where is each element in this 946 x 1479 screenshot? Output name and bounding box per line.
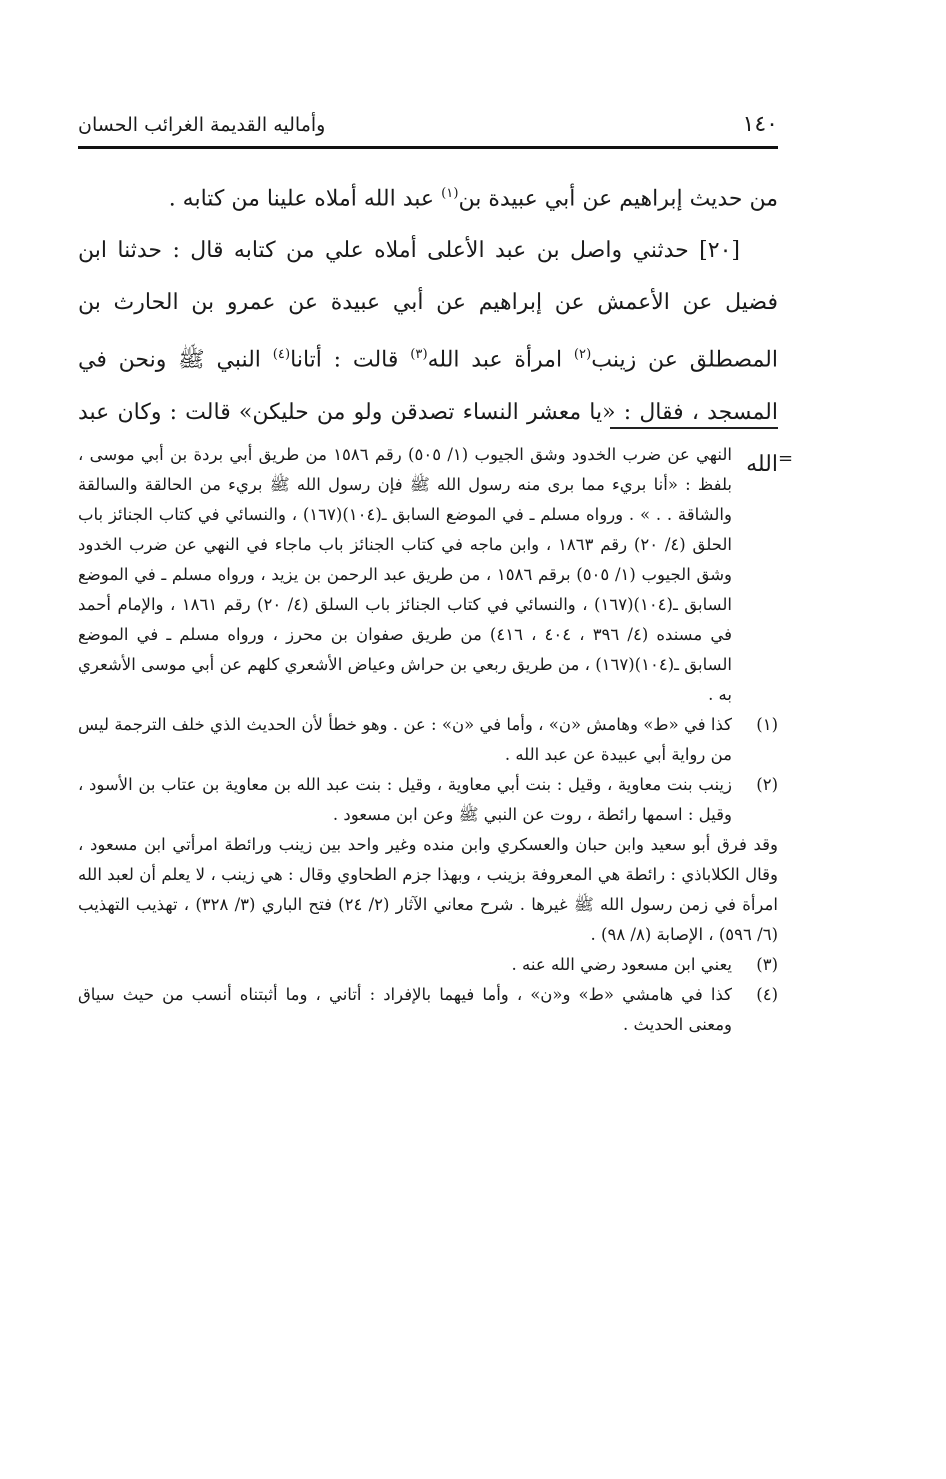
footnote-number: (٣) <box>756 955 778 974</box>
page-number: ١٤٠ <box>742 112 778 137</box>
footnotes <box>78 440 778 1040</box>
footnote-ref-4: (٤) <box>272 347 291 363</box>
footnote-continuation: النهي عن ضرب الخدود وشق الجيوب (١/ ٥٠٥) رقم ١٥٨٦ من طريق أبي بردة بن أبي موسى ، بلفظ : «أنا بريء مما برى منه رسول الله ﷺ فإن رسول الله ﷺ بريء من الحالقة والسالقة والشاقة . . » . ورواه مسلم ـ في الموضع السابق ـ(١٠٤)(١٦٧) ، والنسائي في كتاب الجنائز باب الحلق (٤/ ٢٠) رقم ١٨٦٣ ، وابن ماجه في كتاب الجنائز باب ماجاء في النهي عن ضرب الخدود وشق الجيوب (١/ ٥٠٥) برقم ١٥٨٦ ، من طريق عبد الرحمن بن يزيد ، ورواه مسلم ـ في الموضع السابق ـ(١٠٤)(١٦٧) ، والنسائي في كتاب الجنائز باب السلق (٤/ ٢٠) رقم ١٨٦١ ، والإمام أحمد في مسنده (٤/ ٣٩٦ ، ٤٠٤ ، ٤١٦) من طريق صفوان بن محرز ، ورواه مسلم ـ في الموضع السابق ـ(١٠٤)(١٦٧) ، من طريق ربعي بن حراش وعياض الأشعري كلهم عن أبي موسى الأشعري به . <box>78 445 733 704</box>
footnote-ref-2: (٢) <box>573 347 592 363</box>
footnote-2-extra: وقد فرق أبو سعيد وابن حبان والعسكري وابن منده وغير واحد بين زينب ورائطة امرأتي ابن مسعود ، وقال الكلاباذي : رائطة هي المعروفة بزينب ، وبهذا جزم الطحاوي وقال : هي زينب ، لا يعلم أن لعبد الله امرأة في زمن رسول الله ﷺ غيرها . شرح معاني الآثار (٢/ ٢٤) فتح الباري (٣/ ٣٢٨) ، تهذيب التهذيب (٦/ ٥٩٦) ، الإصابة (٨/ ٩٨) . <box>78 835 778 944</box>
footnote-number: (١) <box>756 715 778 734</box>
continued-mark: = <box>778 448 794 469</box>
footnote-1 <box>78 710 778 770</box>
paragraph-hadith-20: [٢٠] حدثني واصل بن عبد الأعلى أملاه علي من كتابه قال : حدثنا ابن فضيل عن الأعمش عن إبراهيم عن أبي عبيدة عن عمرو بن الحارث بن المصطلق عن زينب$^{(٢)}$ امرأة عبد الله$^{(٣)}$ قالت : أتانا$^{(٤)}$ النبي ﷺ ونحن في المسجد ، فقال : «يا معشر النساء تصدقن ولو من حليكن» قالت : وكان عبد الله <box>78 238 778 477</box>
paragraph-1: من حديث إبراهيم عن أبي عبيدة بن$^{(١)}$ عبد الله أملاه علينا من كتابه . <box>168 186 778 212</box>
footnote-text: يعني ابن مسعود رضي الله عنه . <box>511 955 732 974</box>
footnote-number: (٢) <box>756 775 778 794</box>
footnote-separator <box>610 427 778 429</box>
footnote-3 <box>78 950 778 980</box>
footnote-2 <box>78 770 778 830</box>
footnote-ref-1: (١) <box>441 186 459 201</box>
footnote-4 <box>78 980 778 1040</box>
footnote-number: (٤) <box>756 985 778 1004</box>
header-rule <box>78 146 778 149</box>
footnote-text: زينب بنت معاوية ، وقيل : بنت أبي معاوية ، وقيل : بنت عبد الله بن معاوية بن عتاب بن الأسود ، وقيل : اسمها رائطة ، روت عن النبي ﷺ وعن ابن مسعود . <box>78 775 732 824</box>
page-header <box>78 112 778 142</box>
footnote-text: كذا في «ط» وهامش «ن» ، وأما في «ن» : عن . وهو خطأ لأن الحديث الذي خلف الترجمة ليس من رواية أبي عبيدة عن عبد الله . <box>78 715 732 764</box>
footnote-ref-3: (٣) <box>410 347 428 363</box>
footnote-text: كذا في هامشي «ط» و«ن» ، وأما فيهما بالإفراد : أتاني ، وما أثبتناه أنسب من حيث سياق ومعنى الحديث . <box>78 985 732 1034</box>
running-title: وأماليه القديمة الغرائب الحسان <box>78 114 326 136</box>
